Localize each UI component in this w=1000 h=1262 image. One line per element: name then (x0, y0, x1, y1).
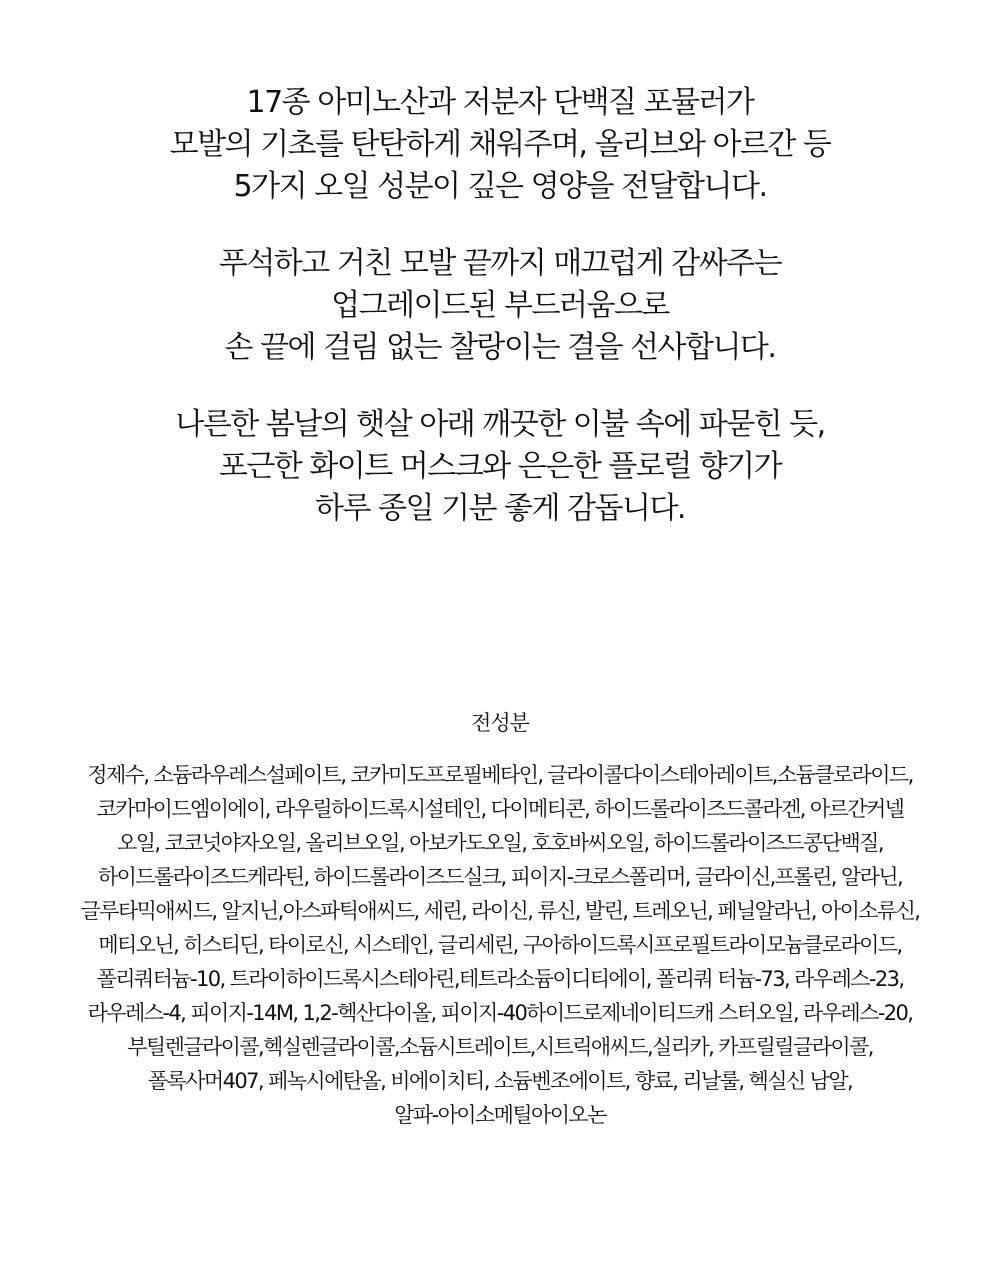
ingredients-line: 알파-아이소메틸아이오논 (394, 1103, 606, 1127)
ingredients-line: 정제수, 소듐라우레스설페이트, 코카미도프로필베타인, 글라이콜다이스테아레이트,소듐클로라이드, (87, 763, 913, 787)
description-paragraph-smoothness (0, 243, 1000, 369)
description-paragraph-nutrition (0, 82, 1000, 208)
description-line: 업그레이드된 부드러움으로 (331, 288, 669, 323)
ingredients-line: 하이드롤라이즈드케라틴, 하이드롤라이즈드실크, 피이지-크로스폴리머, 글라이신,프롤린, 알라닌, (97, 865, 903, 889)
ingredients-section (0, 708, 1000, 1132)
description-line: 하루 종일 기분 좋게 감돕니다. (315, 491, 685, 526)
description-line: 푸석하고 거친 모발 끝까지 매끄럽게 감싸주는 (218, 246, 782, 281)
description-line: 손 끝에 걸림 없는 찰랑이는 결을 선사합니다. (224, 330, 776, 365)
description-line: 모발의 기초를 탄탄하게 채워주며, 올리브와 아르간 등 (169, 127, 831, 162)
ingredients-line: 부틸렌글라이콜,헥실렌글라이콜,소듐시트레이트,시트릭애씨드,실리카, 카프릴릴글라이콜, (127, 1035, 873, 1059)
ingredients-line: 라우레스-4, 피이지-14M, 1,2-헥산다이올, 피이지-40하이드로제네이티드캐 스터오일, 라우레스-20, (87, 1001, 913, 1025)
ingredients-line: 오일, 코코넛야자오일, 올리브오일, 아보카도오일, 호호바씨오일, 하이드롤라이즈드콩단백질, (117, 831, 883, 855)
product-description (0, 82, 1000, 565)
ingredients-line: 글루타믹애씨드, 알지닌,아스파틱애씨드, 세린, 라이신, 류신, 발린, 트레오닌, 페닐알라닌, 아이소류신, (80, 899, 920, 923)
description-paragraph-fragrance (0, 404, 1000, 530)
ingredients-line: 코카마이드엠이에이, 라우릴하이드록시설테인, 다이메티콘, 하이드롤라이즈드콜라겐, 아르간커넬 (96, 797, 904, 821)
ingredients-line: 폴록사머407, 페녹시에탄올, 비에이치티, 소듐벤조에이트, 향료, 리날룰, 헥실신 남알, (147, 1069, 853, 1093)
description-line: 5가지 오일 성분이 깊은 영양을 전달합니다. (233, 169, 767, 204)
description-line: 17종 아미노산과 저분자 단백질 포뮬러가 (246, 85, 754, 120)
ingredients-title: 전성분 (471, 711, 529, 735)
description-line: 나른한 봄날의 햇살 아래 깨끗한 이불 속에 파묻힌 듯, (175, 407, 825, 442)
description-line: 포근한 화이트 머스크와 은은한 플로럴 향기가 (218, 449, 782, 484)
ingredients-line: 폴리쿼터늄-10, 트라이하이드록시스테아린,테트라소듐이디티에이, 폴리쿼 터늄-73, 라우레스-23, (96, 967, 904, 991)
ingredients-line: 메티오닌, 히스티딘, 타이로신, 시스테인, 글리세린, 구아하이드록시프로필트라이모늄클로라이드, (98, 933, 902, 957)
